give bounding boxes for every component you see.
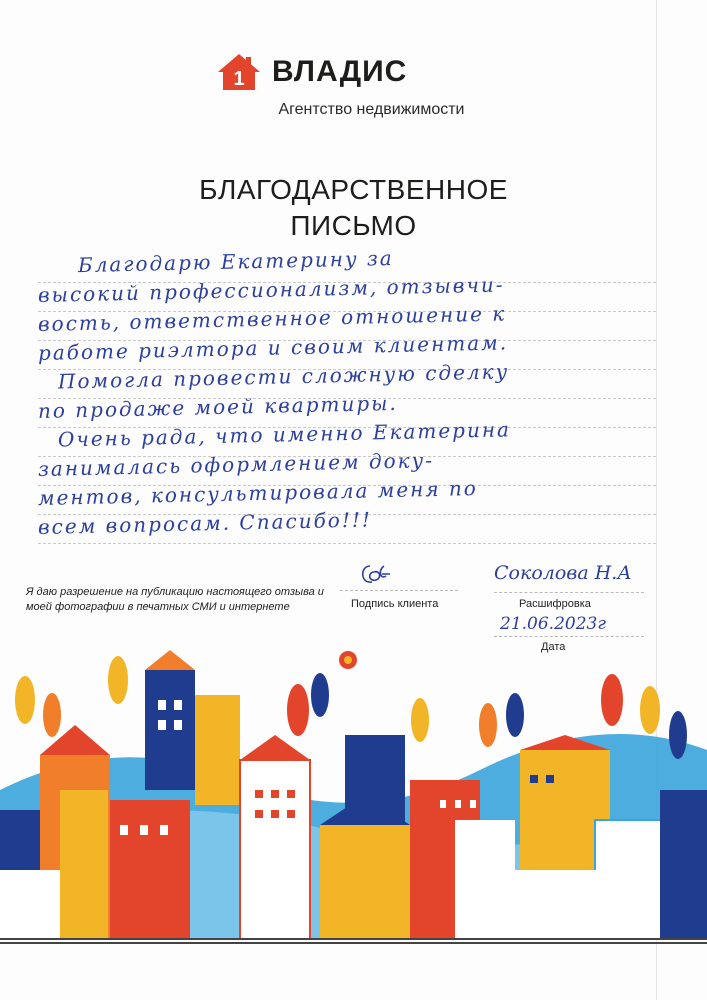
tree <box>506 693 524 737</box>
building <box>0 870 60 940</box>
decryption-label: Расшифровка <box>519 598 591 610</box>
building <box>145 670 195 790</box>
tree <box>640 686 660 734</box>
tree <box>411 698 429 742</box>
tree <box>601 674 623 726</box>
letter-line: Очень рада, что именно Екатерина <box>57 417 512 452</box>
date-line <box>494 636 644 637</box>
publication-consent: Я даю разрешение на публикацию настоящего отзыва и моей фотографии в печатных СМИ и интернете <box>26 586 324 613</box>
building <box>195 695 240 805</box>
letter-title <box>0 172 707 244</box>
letter-line: Благодарю Екатерину за <box>77 245 394 278</box>
logo-digit: 1 <box>233 68 245 90</box>
letter-line: всем вопросам. Спасибо!!! <box>37 507 373 539</box>
building <box>660 790 707 940</box>
brand-name: ВЛАДИС <box>272 55 408 88</box>
signature-line <box>340 590 458 591</box>
signature-label: Подпись клиента <box>351 598 439 610</box>
date-value: 21.06.2023г <box>500 614 606 634</box>
letter-line: высокий профессионализм, отзывчи- <box>37 272 505 307</box>
letter-line: Помогла провести сложную сделку <box>57 359 510 394</box>
handwritten-letter <box>37 245 668 542</box>
tree <box>669 711 687 759</box>
ruled-line <box>38 543 656 544</box>
page-bottom-rule <box>0 942 707 944</box>
letter-line: ментов, консультировала меня по <box>37 476 479 510</box>
date-label: Дата <box>541 641 566 653</box>
decryption-line <box>494 592 644 593</box>
tree <box>108 656 128 704</box>
tree <box>43 693 61 737</box>
building <box>110 800 190 940</box>
tree <box>311 673 329 717</box>
tree <box>287 684 309 736</box>
title-line-2: ПИСЬМО <box>290 210 417 241</box>
tree <box>479 703 497 747</box>
letter-line: работе риэлтора и своим клиентам. <box>37 330 509 365</box>
letter-line: занималась оформлением доку- <box>37 448 435 481</box>
building <box>60 790 108 940</box>
brand-tagline: Агентство недвижимости <box>278 101 465 118</box>
title-line-1: БЛАГОДАРСТВЕННОЕ <box>199 174 508 205</box>
brand-logo <box>216 52 407 92</box>
letter-line: вость, ответственное отношение к <box>37 301 507 336</box>
building <box>320 825 410 940</box>
city-illustration <box>0 640 707 940</box>
client-name: Соколова Н.А <box>494 562 632 584</box>
building <box>505 870 615 940</box>
letter-line: по продаже моей квартиры. <box>37 390 399 423</box>
building <box>240 760 310 940</box>
house-logo-icon <box>216 52 262 92</box>
tree <box>15 676 35 724</box>
